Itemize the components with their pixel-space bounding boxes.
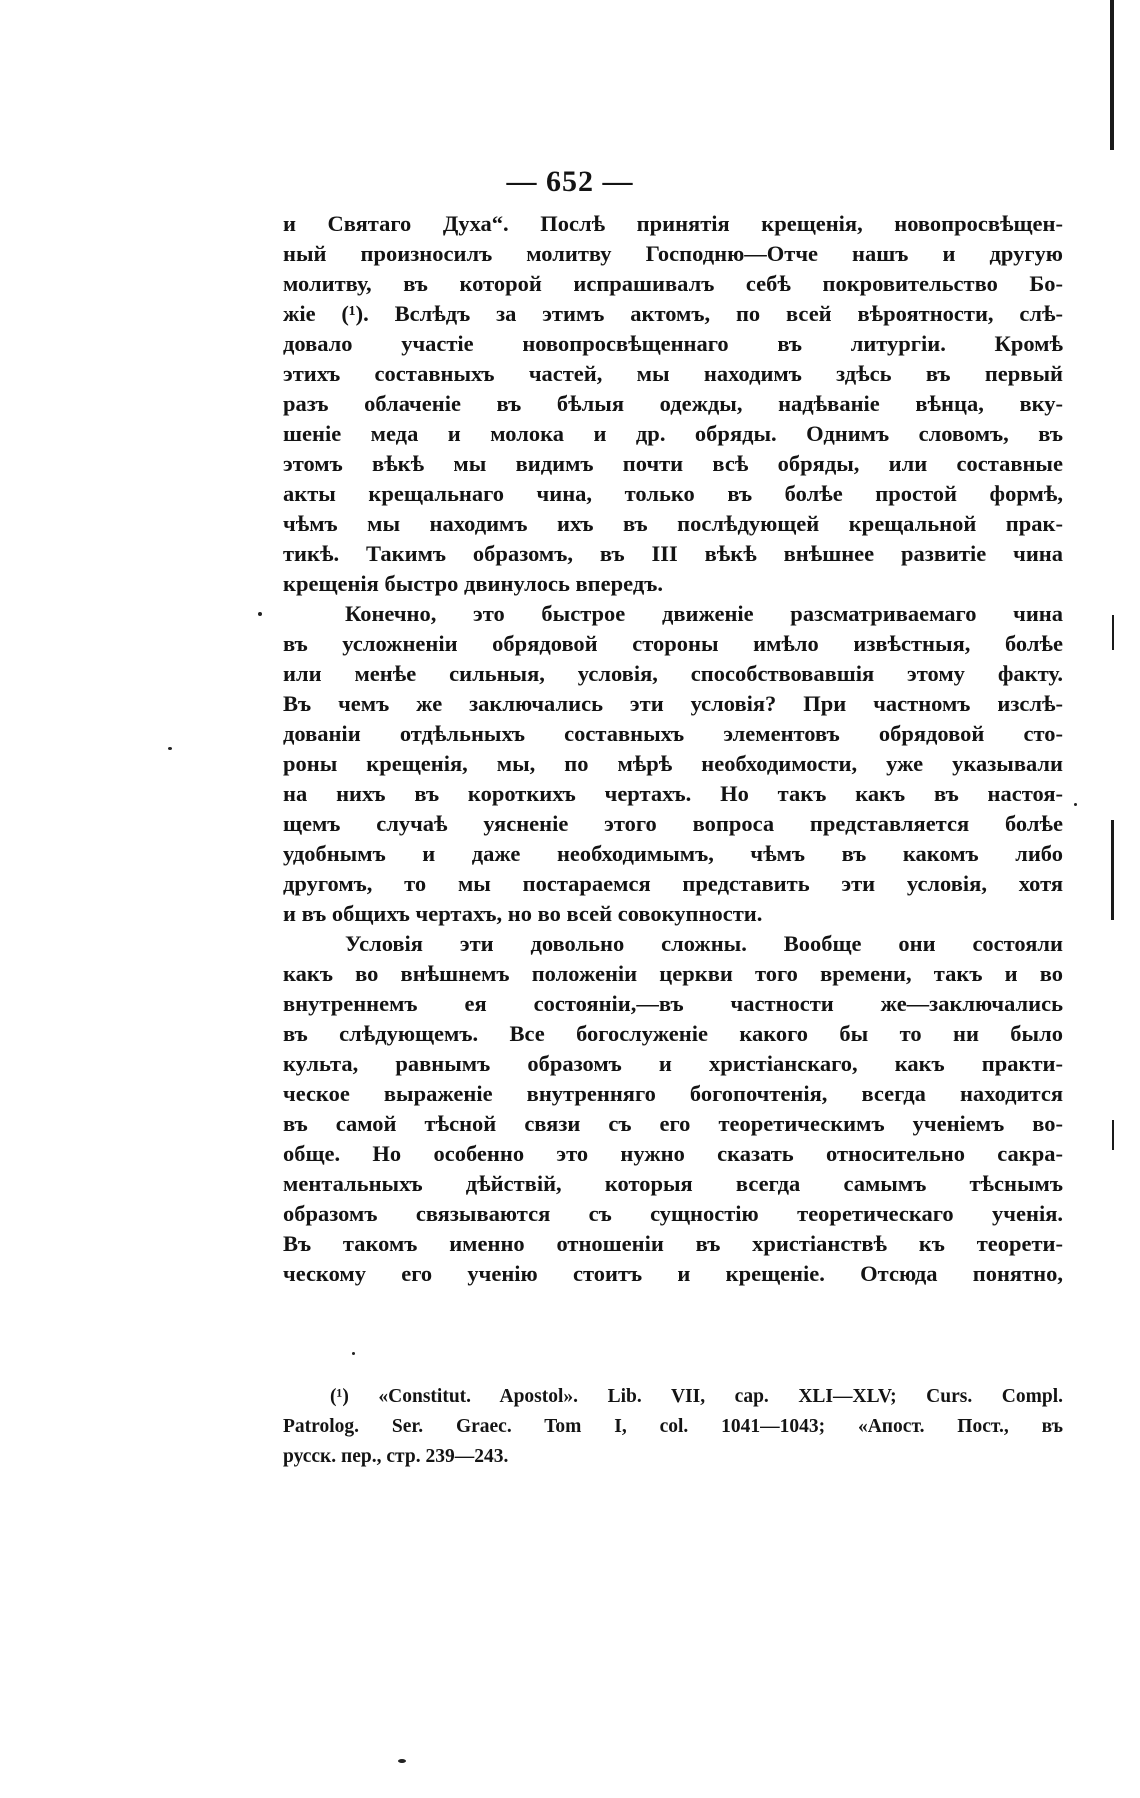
scan-speck bbox=[1074, 803, 1077, 806]
footnote-line: (¹) «Constitut. Apostol». Lib. VII, cap. XLI—XLV; Curs. Compl. bbox=[330, 1386, 1063, 1407]
scan-speck bbox=[398, 1759, 406, 1763]
body-line: ный произносилъ молитву Господню—Отче нашъ и другую bbox=[283, 241, 1063, 266]
scan-edge-mark bbox=[1112, 1120, 1114, 1150]
body-line: или менѣе сильныя, условія, способствовавшія этому факту. bbox=[283, 661, 1063, 686]
body-line: роны крещенія, мы, по мѣрѣ необходимости, уже указывали bbox=[283, 751, 1063, 776]
body-line: чѣмъ мы находимъ ихъ въ послѣдующей крещальной прак- bbox=[283, 511, 1063, 536]
body-line: довало участіе новопросвѣщеннаго въ литургіи. Кромѣ bbox=[283, 331, 1063, 356]
body-line: обще. Но особенно это нужно сказать относительно сакра- bbox=[283, 1141, 1063, 1166]
body-line: щемъ случаѣ уясненіе этого вопроса представляется болѣе bbox=[283, 811, 1063, 836]
scan-speck bbox=[352, 1352, 355, 1355]
page-number: — 652 — bbox=[506, 165, 634, 198]
body-line: въ слѣдующемъ. Все богослуженіе какого бы то ни было bbox=[283, 1021, 1063, 1046]
body-line: какъ во внѣшнемъ положеніи церкви того времени, такъ и во bbox=[283, 961, 1063, 986]
body-line: въ усложненіи обрядовой стороны имѣло извѣстныя, болѣе bbox=[283, 631, 1063, 656]
body-line: молитву, въ которой испрашивалъ себѣ покровительство Бо- bbox=[283, 271, 1063, 296]
body-line: Конечно, это быстрое движеніе разсматриваемаго чина bbox=[345, 601, 1063, 626]
body-line: Въ чемъ же заключались эти условія? При частномъ изслѣ- bbox=[283, 691, 1063, 716]
body-line: и въ общихъ чертахъ, но во всей совокупности. bbox=[283, 901, 763, 926]
body-line: и Святаго Духа“. Послѣ принятія крещенія, новопросвѣщен- bbox=[283, 211, 1063, 236]
body-line: въ самой тѣсной связи съ его теоретическимъ ученіемъ во- bbox=[283, 1111, 1063, 1136]
body-line: внутреннемъ ея состояніи,—въ частности же—заключались bbox=[283, 991, 1063, 1016]
scan-edge-mark bbox=[1110, 0, 1114, 150]
body-line: Условія эти довольно сложны. Вообще они состояли bbox=[345, 931, 1063, 956]
body-line: Въ такомъ именно отношеніи въ христіанствѣ къ теорети- bbox=[283, 1231, 1063, 1256]
body-line: ческому его ученію стоитъ и крещеніе. Отсюда понятно, bbox=[283, 1261, 1063, 1286]
body-line: на нихъ въ короткихъ чертахъ. Но такъ какъ въ настоя- bbox=[283, 781, 1063, 806]
body-line: этомъ вѣкѣ мы видимъ почти всѣ обряды, или составные bbox=[283, 451, 1063, 476]
body-line: крещенія быстро двинулось впередъ. bbox=[283, 571, 663, 596]
footnote-line: русск. пер., стр. 239—243. bbox=[283, 1446, 509, 1467]
body-line: ментальныхъ дѣйствій, которыя всегда самымъ тѣснымъ bbox=[283, 1171, 1063, 1196]
body-line: ческое выраженіе внутренняго богопочтенія, всегда находится bbox=[283, 1081, 1063, 1106]
body-line: разъ облаченіе въ бѣлыя одежды, надѣваніе вѣнца, вку- bbox=[283, 391, 1063, 416]
body-line: дованіи отдѣльныхъ составныхъ элементовъ обрядовой сто- bbox=[283, 721, 1063, 746]
body-line: акты крещальнаго чина, только въ болѣе простой формѣ, bbox=[283, 481, 1063, 506]
scan-edge-mark bbox=[1112, 615, 1114, 650]
scan-speck bbox=[258, 612, 262, 616]
scan-speck bbox=[168, 747, 172, 750]
body-line: шеніе меда и молока и др. обряды. Однимъ словомъ, въ bbox=[283, 421, 1063, 446]
body-line: удобнымъ и даже необходимымъ, чѣмъ въ какомъ либо bbox=[283, 841, 1063, 866]
body-line: образомъ связываются съ сущностію теоретическаго ученія. bbox=[283, 1201, 1063, 1226]
scan-edge-mark bbox=[1111, 820, 1114, 920]
footnote-line: Patrolog. Ser. Graec. Tom I, col. 1041—1043; «Апост. Пост., въ bbox=[283, 1416, 1063, 1437]
body-line: тикѣ. Такимъ образомъ, въ III вѣкѣ внѣшнее развитіе чина bbox=[283, 541, 1063, 566]
body-line: другомъ, то мы постараемся представить эти условія, хотя bbox=[283, 871, 1063, 896]
body-line: этихъ составныхъ частей, мы находимъ здѣсь въ первый bbox=[283, 361, 1063, 386]
body-line: культа, равнымъ образомъ и христіанскаго, какъ практи- bbox=[283, 1051, 1063, 1076]
body-line: жіе (¹). Вслѣдъ за этимъ актомъ, по всей вѣроятности, слѣ- bbox=[283, 301, 1063, 326]
